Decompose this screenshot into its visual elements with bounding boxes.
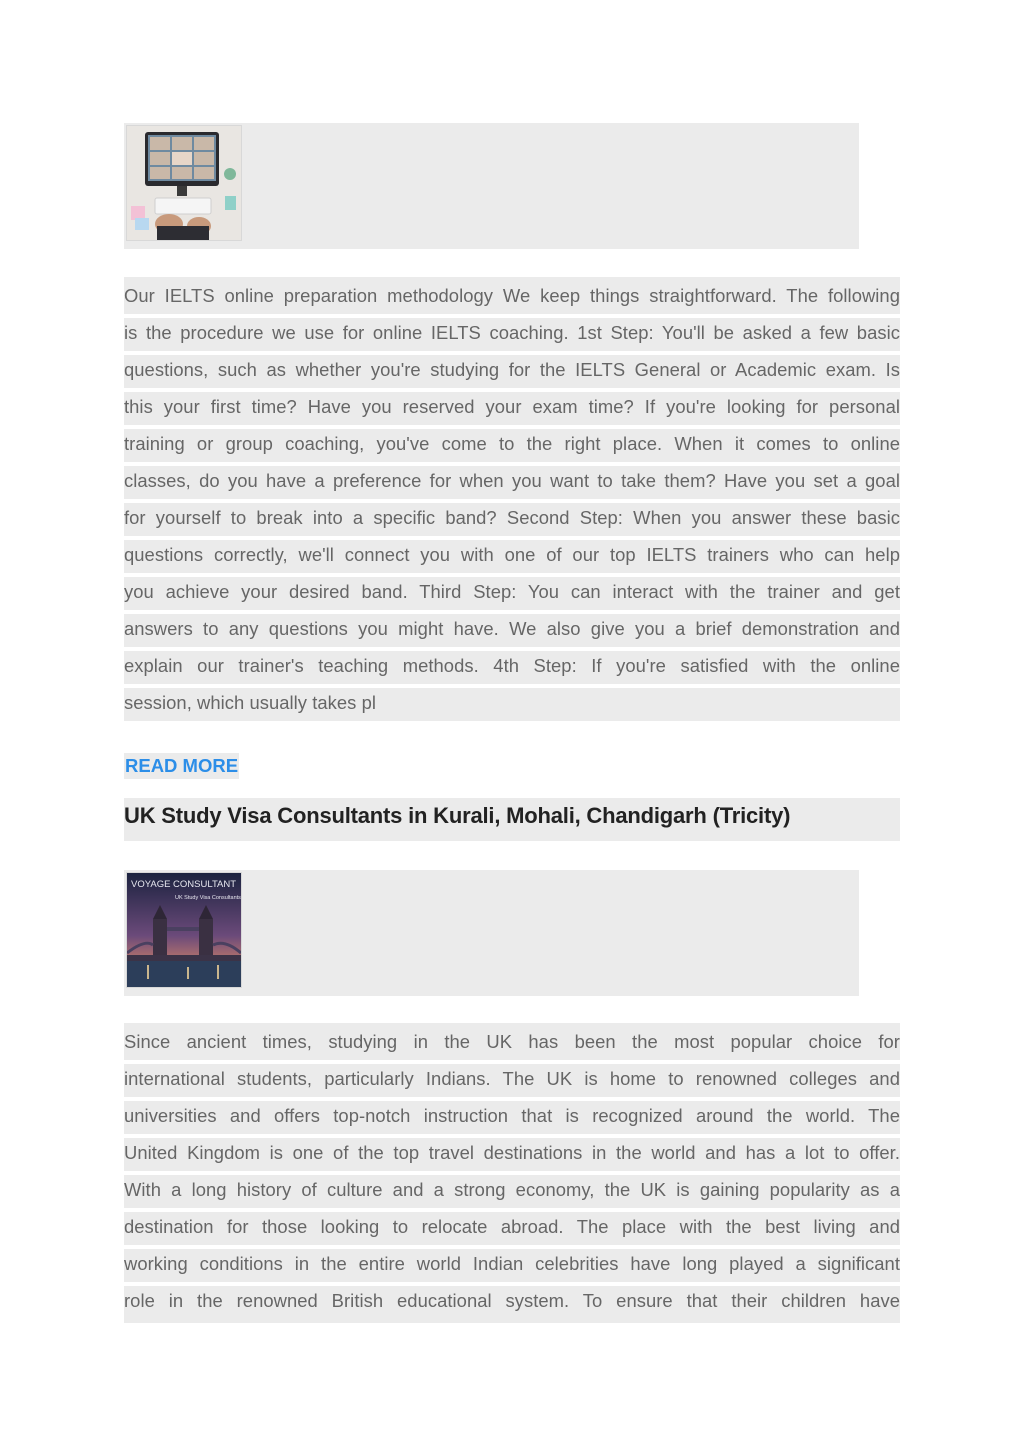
paragraph-line: is the procedure we use for online IELTS coaching. 1st Step: You'll be asked a few basic: [124, 314, 900, 351]
post-title[interactable]: UK Study Visa Consultants in Kurali, Mohali, Chandigarh (Tricity): [124, 798, 900, 841]
paragraph-line: you achieve your desired band. Third Step: You can interact with the trainer and get: [124, 573, 900, 610]
paragraph-line: destination for those looking to relocate abroad. The place with the best living and: [124, 1208, 900, 1245]
svg-text:UK Study Visa Consultants: UK Study Visa Consultants: [175, 895, 241, 901]
paragraph-line: training or group coaching, you've come to the right place. When it comes to online: [124, 425, 900, 462]
paragraph-line: classes, do you have a preference for when you want to take them? Have you set a goal: [124, 462, 900, 499]
svg-text:VOYAGE CONSULTANT: VOYAGE CONSULTANT: [131, 879, 237, 890]
read-more-link[interactable]: READ MORE: [124, 753, 239, 779]
paragraph-line: questions, such as whether you're studying for the IELTS General or Academic exam. Is: [124, 351, 900, 388]
paragraph-line: this your first time? Have you reserved your exam time? If you're looking for personal: [124, 388, 900, 425]
post-excerpt-ielts: [124, 277, 900, 715]
paragraph-line: Since ancient times, studying in the UK has been the most popular choice for: [124, 1031, 900, 1052]
paragraph-line: role in the renowned British educational system. To ensure that their children have: [124, 1282, 900, 1319]
post-thumbnail-uk-visa[interactable]: [126, 872, 242, 988]
paragraph-line: questions correctly, we'll connect you with one of our top IELTS trainers who can help: [124, 536, 900, 573]
post-thumbnail-ielts[interactable]: [126, 125, 242, 241]
paragraph-line: explain our trainer's teaching methods. 4th Step: If you're satisfied with the online: [124, 647, 900, 684]
post-paragraph: [124, 277, 900, 721]
tower-bridge-image: [127, 873, 241, 987]
video-meeting-image: [127, 126, 241, 240]
paragraph-line: international students, particularly Indians. The UK is home to renowned colleges and: [124, 1060, 900, 1097]
post-image-band: [124, 123, 859, 249]
paragraph-line: universities and offers top-notch instruction that is recognized around the world. The: [124, 1097, 900, 1134]
post-excerpt-uk-visa: [124, 1023, 900, 1323]
post-paragraph: [124, 1023, 900, 1319]
paragraph-line: United Kingdom is one of the top travel destinations in the world and has a lot to offer.: [124, 1134, 900, 1171]
post-image-band: [124, 870, 859, 996]
paragraph-line: answers to any questions you might have. We also give you a brief demonstration and: [124, 610, 900, 647]
paragraph-line: working conditions in the entire world Indian celebrities have long played a significant: [124, 1245, 900, 1282]
paragraph-line: for yourself to break into a specific band? Second Step: When you answer these basic: [124, 499, 900, 536]
paragraph-line: Our IELTS online preparation methodology We keep things straightforward. The following: [124, 285, 900, 306]
paragraph-line: With a long history of culture and a strong economy, the UK is gaining popularity as a: [124, 1171, 900, 1208]
paragraph-line: session, which usually takes pl: [124, 684, 900, 721]
